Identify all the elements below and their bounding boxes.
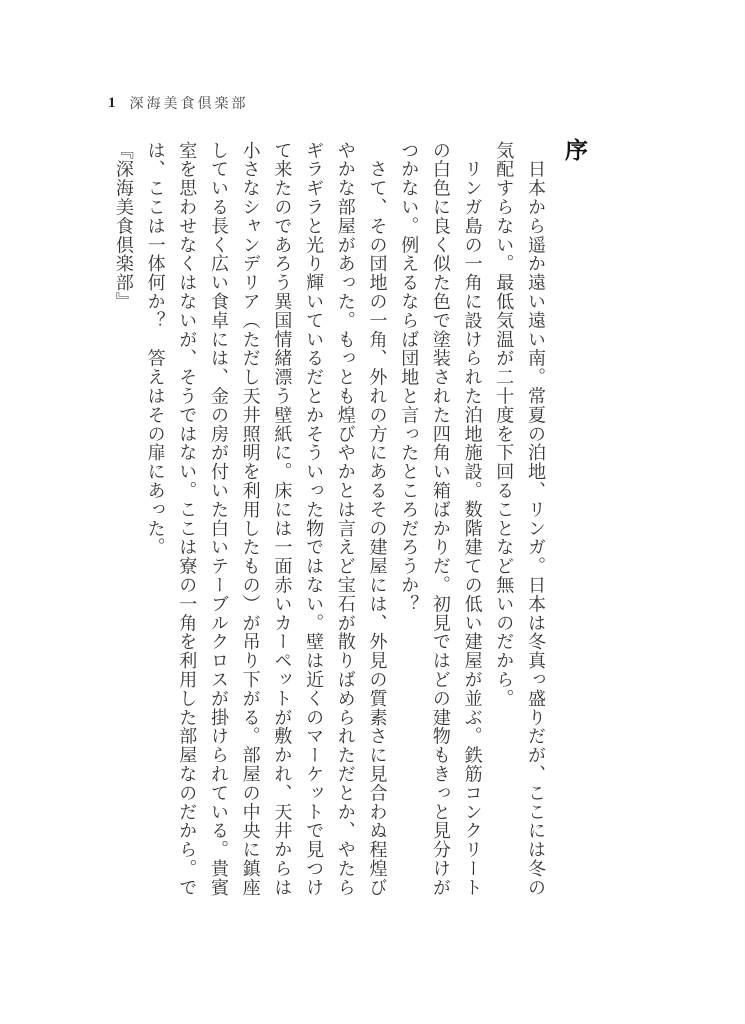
paragraph: さて、その団地の一角、外れの方にあるその建屋には、外見の質素さに見合わぬ程煌びやかな部屋があった。もっとも煌びやかとは言えど宝石が散りばめられただとか、やたらギラギラと光り輝いているだとかそういった物ではない。壁は近くのマーケットで見つけて来たのであろう異国情緒漂う壁紙に。床には一面赤いカーペットが敷かれ、天井からは小さなシャンデリア（ただし天井照明を利用したもの）が吊り下がる。部屋の中央に鎮座している長く広い食卓には、金の房が付いた白いテーブルクロスが掛けられている。貴賓室を思わせなくはないが、そうではない。ここは寮の一角を利用した部屋なのだから。では、ここは一体何か？ 答えはその扉にあった。 [144,141,388,897]
running-head [108,92,249,114]
running-head-title: 深海美食倶楽部 [129,96,249,112]
paragraph: 『深海美食倶楽部』 [112,141,134,312]
chapter-title: 序 [561,138,588,161]
body-text [107,141,551,911]
page-number: 1 [108,94,116,111]
paragraph: 日本から遥か遠い遠い南。常夏の泊地、リンガ。日本は冬真っ盛りだが、ここには冬の気配すらない。最低気温が二十度を下回ることなど無いのだから。 [493,141,546,897]
paragraph: リンガ島の一角に設けられた泊地施設。数階建ての低い建屋が並ぶ。鉄筋コンクリートの白色に良く似た色で塗装された四角い箱ばかりだ。初見ではどの建物もきっと見分けがつかない。例えるならば団地と言ったところだろうか？ [398,141,483,897]
